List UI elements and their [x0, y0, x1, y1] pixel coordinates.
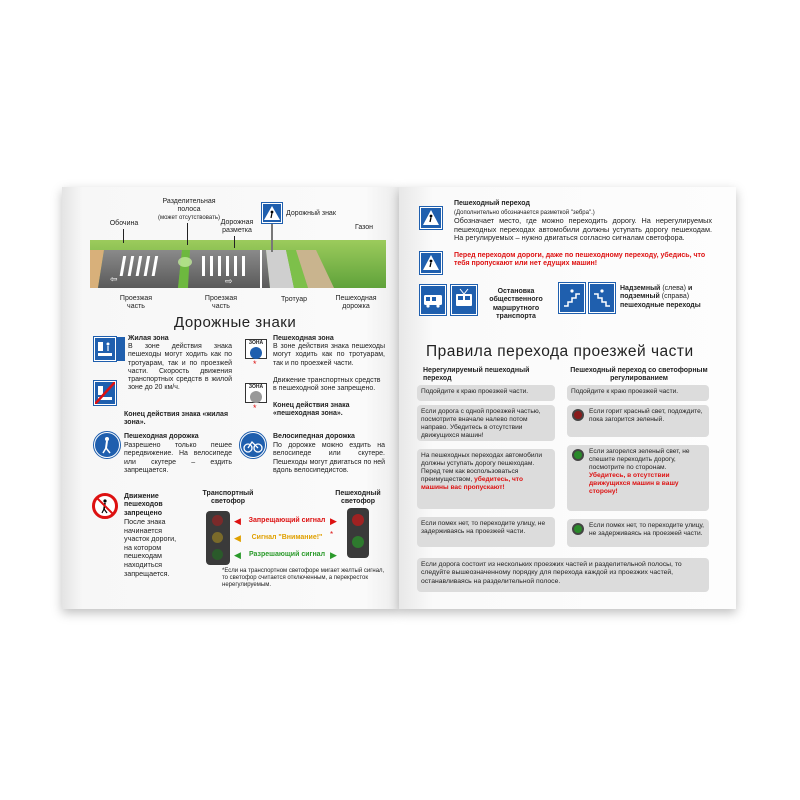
pedestrian-light-label: Пешеходный светофор	[335, 490, 381, 506]
underpass-sign-icon	[589, 283, 615, 313]
pedestrian-zone-end-sign-icon	[245, 383, 267, 403]
label-divider-note: (может отсутствовать)	[158, 215, 220, 221]
green-pedestrian-light-icon	[572, 523, 584, 535]
ped-zone-heading: Пешеходная зона	[273, 335, 334, 342]
crossing-warning: Перед переходом дороги, даже по пешеходному переходу, убедись, что тебя пропускают или нет едущих машин!	[454, 252, 706, 268]
leader-line	[187, 223, 188, 245]
c1-step-3-text: На пешеходных переходах автомобили должны уступать дорогу пешеходам. Перед тем как воспользоваться преимуществом,	[421, 452, 543, 483]
transport-yellow-light	[212, 532, 223, 543]
ped-zone-text1: В зоне действия знака пешеходы могут ходить как по тротуарам, так и по проезжей части.	[273, 343, 385, 367]
label-roadway-mid-1: Проезжая	[204, 295, 238, 302]
c1-step-3-warning: убедитесь, что машины вас пропускают!	[421, 476, 523, 491]
red-pedestrian-light-icon	[572, 409, 584, 421]
leader-line	[234, 236, 235, 248]
c1-step-4: Если помех нет, то переходите улицу, не задерживаясь на проезжей части.	[417, 517, 555, 547]
passes-text-3: и подземный	[620, 285, 693, 301]
zone-sign-word: ЗОНА	[248, 340, 264, 346]
red-signal-label: Запрещающий сигнал	[248, 517, 326, 524]
crosswalk-sign-icon	[420, 252, 442, 274]
asterisk-mark: *	[253, 403, 257, 413]
stop-text: Остановка общественного маршрутного транспорта	[489, 288, 543, 320]
crossing-heading: Пешеходный переход	[454, 200, 530, 207]
c1-step-3	[417, 449, 555, 509]
c1-step-2: Если дорога с одной проезжей частью, посмотрите вначале налево потом направо. Убедитесь в отсутствии движущихся машин!	[417, 405, 555, 441]
transport-red-light	[212, 515, 223, 526]
label-markings-1: Дорожная	[220, 219, 254, 226]
pedestrian-zone-sign-icon	[245, 339, 267, 359]
passes-text-4: (справа)	[661, 293, 690, 301]
green-pedestrian-light-icon	[572, 449, 584, 461]
arrow-left-red-icon: ◀	[234, 516, 241, 526]
c2-step-3-text: Если загорелся зеленый свет, не спешите переходить дорогу, посмотрите по сторонам.	[589, 448, 690, 471]
lights-note: *Если на транспортном светофоре мигает желтый сигнал, то светофор считается отключенным, а перекресток нерегулируемым.	[222, 568, 385, 589]
pedestrian-green-light	[352, 536, 364, 548]
sign-pole	[271, 224, 273, 252]
asterisk-mark: *	[253, 359, 257, 369]
c1-step-1: Подойдите к краю проезжей части.	[417, 385, 555, 401]
no-peds-text: После знака начинается участок дороги, на котором пешеходам находиться запрещается.	[124, 517, 177, 578]
passes-text-2: (слева)	[662, 285, 686, 292]
transport-traffic-light	[206, 511, 230, 565]
residential-end: Конец действия знака «жилая зона».	[124, 411, 229, 427]
label-divider: Разделительная полоса	[162, 198, 216, 213]
ped-zone-end: Конец действия знака «пешеходная зона».	[273, 402, 350, 418]
signs-title: Дорожные знаки	[174, 314, 297, 331]
no-pedestrians-sign-icon	[92, 493, 118, 519]
right-page	[399, 187, 736, 609]
c2-step-3-warning: Убедитесь, в отсутствии движущихся машин в вашу сторону!	[589, 472, 679, 495]
bikepath-heading: Велосипедная дорожка	[273, 433, 355, 440]
residential-heading: Жилая зона	[128, 335, 169, 342]
c2-step-2	[567, 405, 709, 437]
leader-line	[123, 229, 124, 243]
footpath-text: Разрешено только пешее передвижение. На велосипеде или скутере – ездить запрещается.	[124, 442, 232, 474]
asterisk-mark: *	[330, 530, 334, 539]
transport-light-label: Транспортный светофор	[202, 490, 254, 506]
residential-zone-sign-icon	[94, 337, 116, 361]
label-path-2: дорожка	[342, 303, 370, 310]
c2-step-2-text: Если горит красный свет, подождите, пока загорится зеленый.	[589, 408, 703, 423]
svg-text:⇦: ⇦	[110, 274, 118, 284]
tram-stop-sign-icon	[451, 285, 477, 315]
green-signal-label: Разрешающий сигнал	[248, 551, 326, 558]
rules-title: Правила перехода проезжей части	[426, 343, 694, 360]
label-roadway-left-2: часть	[127, 303, 145, 310]
bikepath-sign-icon	[240, 432, 266, 458]
no-peds-heading: Движение пешеходов запрещено	[124, 493, 163, 517]
c2-step-3	[567, 445, 709, 511]
pedestrian-red-light	[352, 514, 364, 526]
footpath-sign-icon	[94, 432, 120, 458]
footpath-heading: Пешеходная дорожка	[124, 433, 199, 440]
arrow-left-green-icon: ◀	[234, 550, 241, 560]
label-markings-2: разметка	[222, 227, 252, 234]
residential-text: В зоне действия знака пешеходы могут ходить как по тротуарам, так и по проезжей части. Скорость движения транспортных средств в жилой зоне до 20 км/ч.	[128, 343, 232, 392]
ped-zone-text2: Движение транспортных средств в пешеходной зоне запрещено.	[273, 377, 381, 393]
bus-stop-sign-icon	[420, 285, 446, 315]
transport-green-light	[212, 549, 223, 560]
crosswalk-sign-icon	[420, 207, 442, 229]
c2-step-4	[567, 519, 709, 547]
col2-head: Пешеходный переход со светофорным регулированием	[570, 367, 708, 383]
left-page	[62, 187, 399, 609]
arrow-right-red-icon: ▶	[330, 516, 337, 526]
col1-head: Нерегулируемый пешеходный переход	[423, 367, 530, 383]
c2-step-4-text: Если помех нет, то переходите улицу, не задерживаясь на проезжей части.	[589, 522, 704, 537]
c2-step-1: Подойдите к краю проезжей части.	[567, 385, 709, 401]
label-roadway-mid-2: часть	[212, 303, 230, 310]
passes-text-1: Надземный	[620, 285, 661, 292]
arrow-left-yellow-icon: ◀	[234, 533, 241, 543]
bottom-note: Если дорога состоит из нескольких проезжих частей и разделительной полосы, то следуйте вышеозначенному порядку для перехода каждой из проезжих частей, останавливаясь на разделительной полосе.	[417, 558, 709, 592]
svg-text:⇨: ⇨	[225, 276, 233, 286]
pedestrian-traffic-light	[347, 508, 369, 558]
label-obochina: Обочина	[109, 220, 139, 227]
residential-zone-end-sign-icon	[94, 381, 116, 405]
label-lawn: Газон	[354, 224, 374, 231]
label-sidewalk: Тротуар	[280, 296, 307, 303]
crossing-sub: (Дополнительно обозначается разметкой "зебра".)	[454, 210, 595, 216]
overpass-sign-icon	[559, 283, 585, 313]
bikepath-text: По дорожке можно ездить на велосипеде или скутере. Пешеходы могут двигаться по ней вдоль велосипедистов.	[273, 442, 385, 474]
yellow-signal-label: Сигнал "Внимание!"	[251, 534, 323, 541]
crosswalk-sign-icon	[262, 203, 282, 223]
crossing-text: Обозначает место, где можно переходить дорогу. На нерегулируемых пешеходных переходах автомобили должны уступать дорогу пешеходам. На регулируемых – нужно двигаться согласно сигналам светофора.	[454, 216, 712, 243]
zone-sign-word: ЗОНА	[248, 384, 264, 390]
road-illustration	[90, 240, 386, 288]
label-road-sign: Дорожный знак	[286, 210, 336, 217]
label-roadway-left-1: Проезжая	[119, 295, 153, 302]
passes-text	[620, 285, 712, 310]
sign-plate-icon	[117, 337, 125, 361]
passes-text-5: пешеходные переходы	[620, 301, 701, 309]
label-path-1: Пешеходная	[335, 295, 377, 302]
arrow-right-green-icon: ▶	[330, 550, 337, 560]
